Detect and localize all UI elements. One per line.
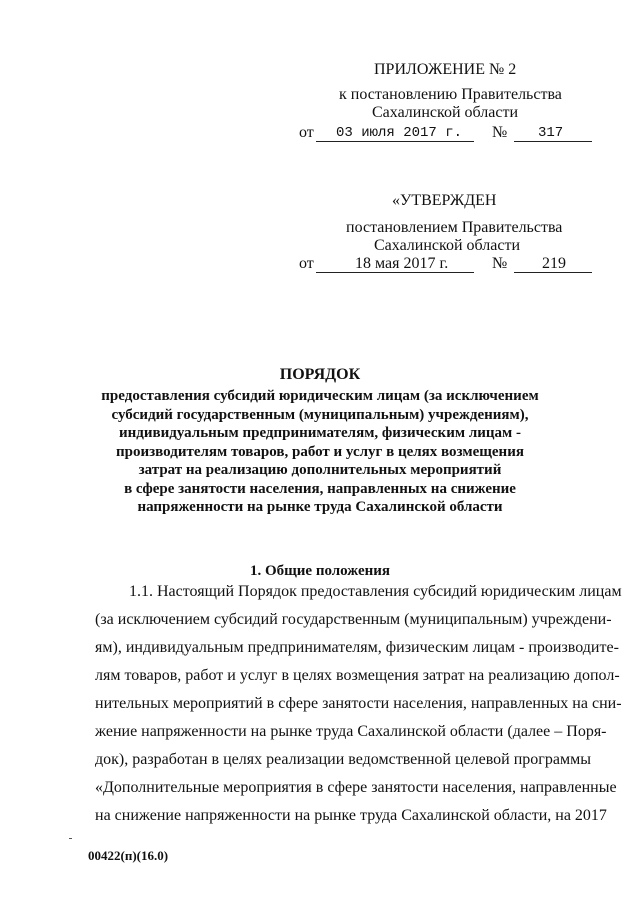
subtitle-line: субсидий государственным (муниципальным) учреждениям), — [111, 406, 529, 423]
appendix-number-underline — [514, 141, 592, 142]
appendix-line2: Сахалинской области — [372, 104, 519, 121]
paragraph-line: ям), индивидуальным предпринимателям, физическим лицам - производите- — [95, 639, 619, 656]
approved-title: «УТВЕРЖДЕН — [392, 192, 497, 209]
approved-line2: Сахалинской области — [374, 237, 521, 254]
approved-number: 219 — [542, 255, 566, 272]
paragraph-line: на снижение напряженности на рынке труда Сахалинской области, на 2017 — [95, 807, 607, 824]
appendix-title: ПРИЛОЖЕНИЕ № 2 — [374, 61, 517, 78]
subtitle-line: предоставления субсидий юридическим лицам (за исключением — [101, 388, 539, 404]
appendix-date: 03 июля 2017 г. — [336, 125, 463, 141]
document-heading: ПОРЯДОК — [279, 366, 361, 383]
paragraph-line: нительных мероприятий в сфере занятости населения, направленных на сни- — [95, 695, 622, 712]
subtitle-line: затрат на реализацию дополнительных мероприятий — [138, 462, 502, 478]
scan-mark — [69, 838, 72, 839]
appendix-line1: к постановлению Правительства — [339, 86, 562, 103]
subtitle-line: напряженности на рынке труда Сахалинской области — [137, 499, 503, 515]
approved-number-label: № — [492, 255, 508, 272]
appendix-number: 317 — [538, 125, 564, 141]
footer-code: 00422(п)(16.0) — [88, 848, 169, 863]
appendix-date-underline — [316, 141, 474, 142]
approved-date: 18 мая 2017 г. — [355, 255, 449, 272]
paragraph-line: жение напряженности на рынке труда Сахалинской области (далее – Поря- — [95, 723, 607, 740]
appendix-number-label: № — [492, 124, 508, 141]
appendix-from-label: от — [299, 124, 314, 141]
subtitle-line: производителям товаров, работ и услуг в целях возмещения — [116, 443, 524, 460]
paragraph-line: (за исключением субсидий государственным (муниципальным) учреждени- — [95, 611, 612, 628]
approved-line1: постановлением Правительства — [346, 219, 563, 236]
subtitle-line: в сфере занятости населения, направленных на снижение — [124, 480, 516, 497]
approved-from-label: от — [299, 255, 314, 272]
paragraph-line: 1.1. Настоящий Порядок предоставления субсидий юридическим лицам — [129, 583, 622, 600]
paragraph-line: док), разработан в целях реализации ведомственной целевой программы — [95, 751, 591, 768]
paragraph-line: лям товаров, работ и услуг в целях возмещения затрат на реализацию допол- — [95, 667, 620, 684]
paragraph-line: «Дополнительные мероприятия в сфере занятости населения, направленные — [95, 779, 617, 796]
section-heading: 1. Общие положения — [249, 563, 391, 579]
subtitle-line: индивидуальным предпринимателям, физическим лицам - — [119, 425, 521, 441]
